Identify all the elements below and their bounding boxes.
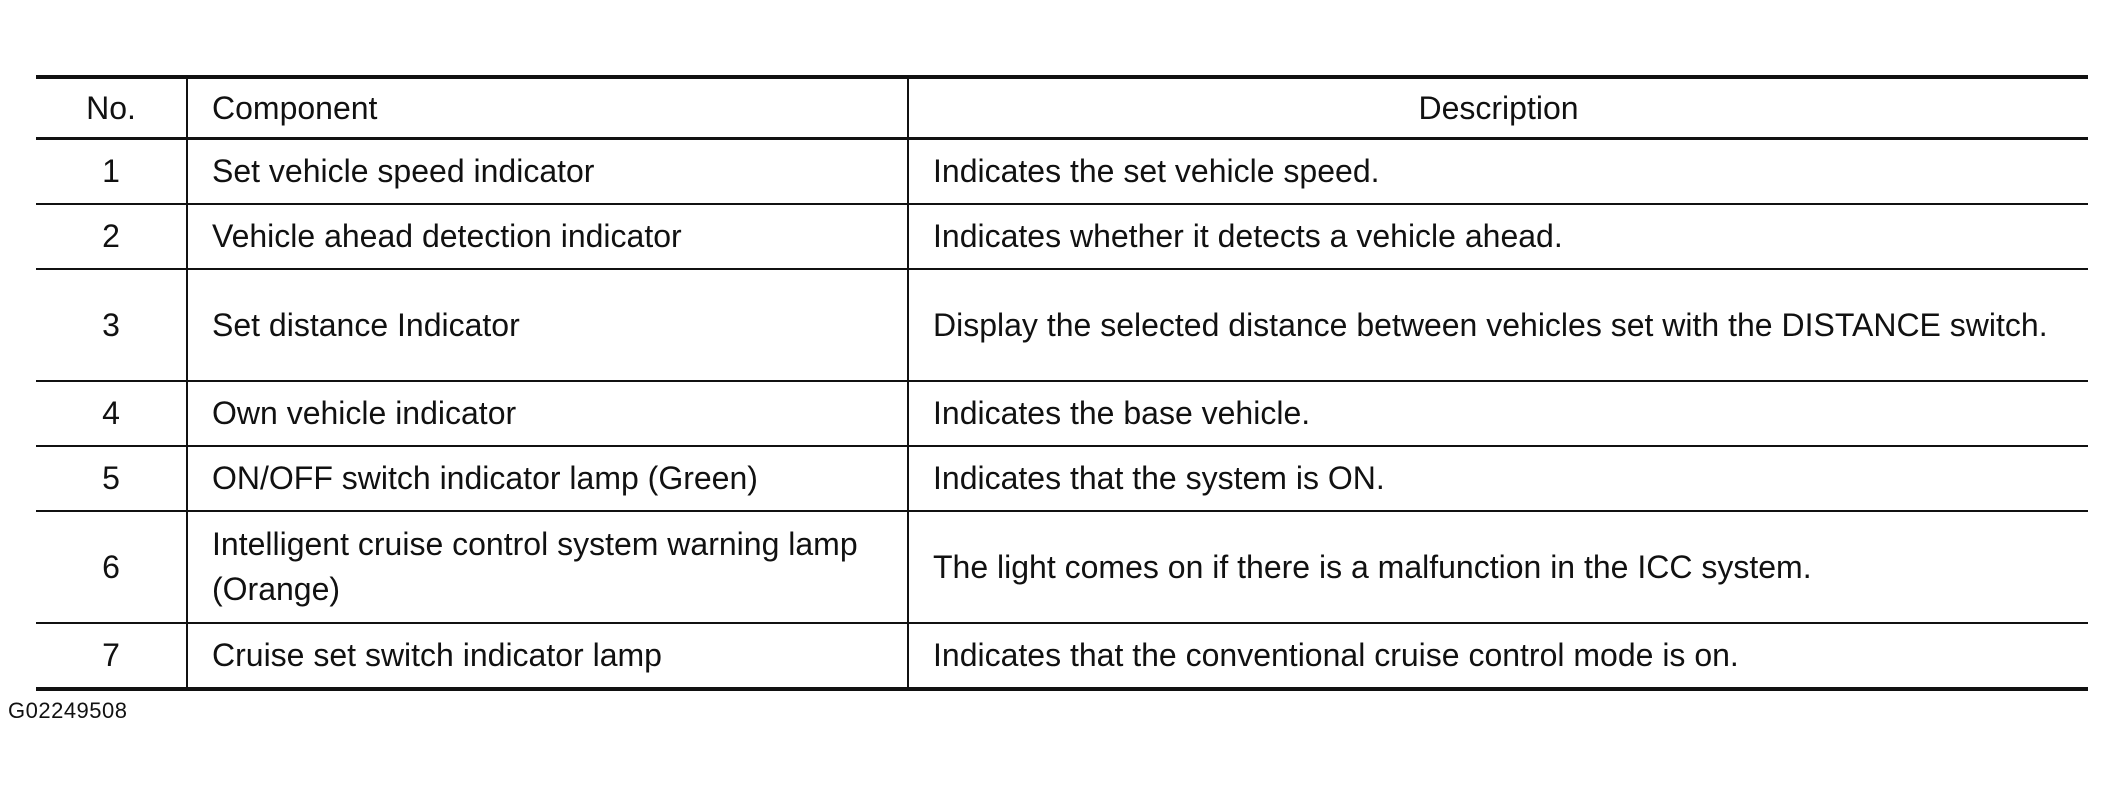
row-number: 3 <box>36 269 187 381</box>
table-row <box>36 204 2088 269</box>
row-component: Cruise set switch indicator lamp <box>187 623 908 689</box>
table-header-row <box>36 77 2088 139</box>
row-number: 4 <box>36 381 187 446</box>
row-component: Set distance Indicator <box>187 269 908 381</box>
row-description: Indicates that the system is ON. <box>908 446 2088 511</box>
row-description: The light comes on if there is a malfunction in the ICC system. <box>908 511 2088 623</box>
row-component: Own vehicle indicator <box>187 381 908 446</box>
component-table <box>36 75 2088 691</box>
row-component: ON/OFF switch indicator lamp (Green) <box>187 446 908 511</box>
row-component: Set vehicle speed indicator <box>187 139 908 205</box>
table-row <box>36 511 2088 623</box>
row-number: 2 <box>36 204 187 269</box>
figure-id: G02249508 <box>8 698 128 723</box>
row-number: 1 <box>36 139 187 205</box>
row-description: Indicates the base vehicle. <box>908 381 2088 446</box>
row-component: Vehicle ahead detection indicator <box>187 204 908 269</box>
component-table-container <box>36 75 2088 691</box>
table-row <box>36 446 2088 511</box>
row-number: 6 <box>36 511 187 623</box>
row-number: 7 <box>36 623 187 689</box>
row-description: Display the selected distance between vehicles set with the DISTANCE switch. <box>908 269 2088 381</box>
row-description: Indicates the set vehicle speed. <box>908 139 2088 205</box>
table-row <box>36 381 2088 446</box>
table-row <box>36 269 2088 381</box>
row-number: 5 <box>36 446 187 511</box>
row-description: Indicates that the conventional cruise control mode is on. <box>908 623 2088 689</box>
row-component: Intelligent cruise control system warning lamp (Orange) <box>187 511 908 623</box>
table-row <box>36 623 2088 689</box>
row-description: Indicates whether it detects a vehicle ahead. <box>908 204 2088 269</box>
table-row <box>36 139 2088 205</box>
header-description: Description <box>908 77 2088 139</box>
header-component: Component <box>187 77 908 139</box>
header-no: No. <box>36 77 187 139</box>
